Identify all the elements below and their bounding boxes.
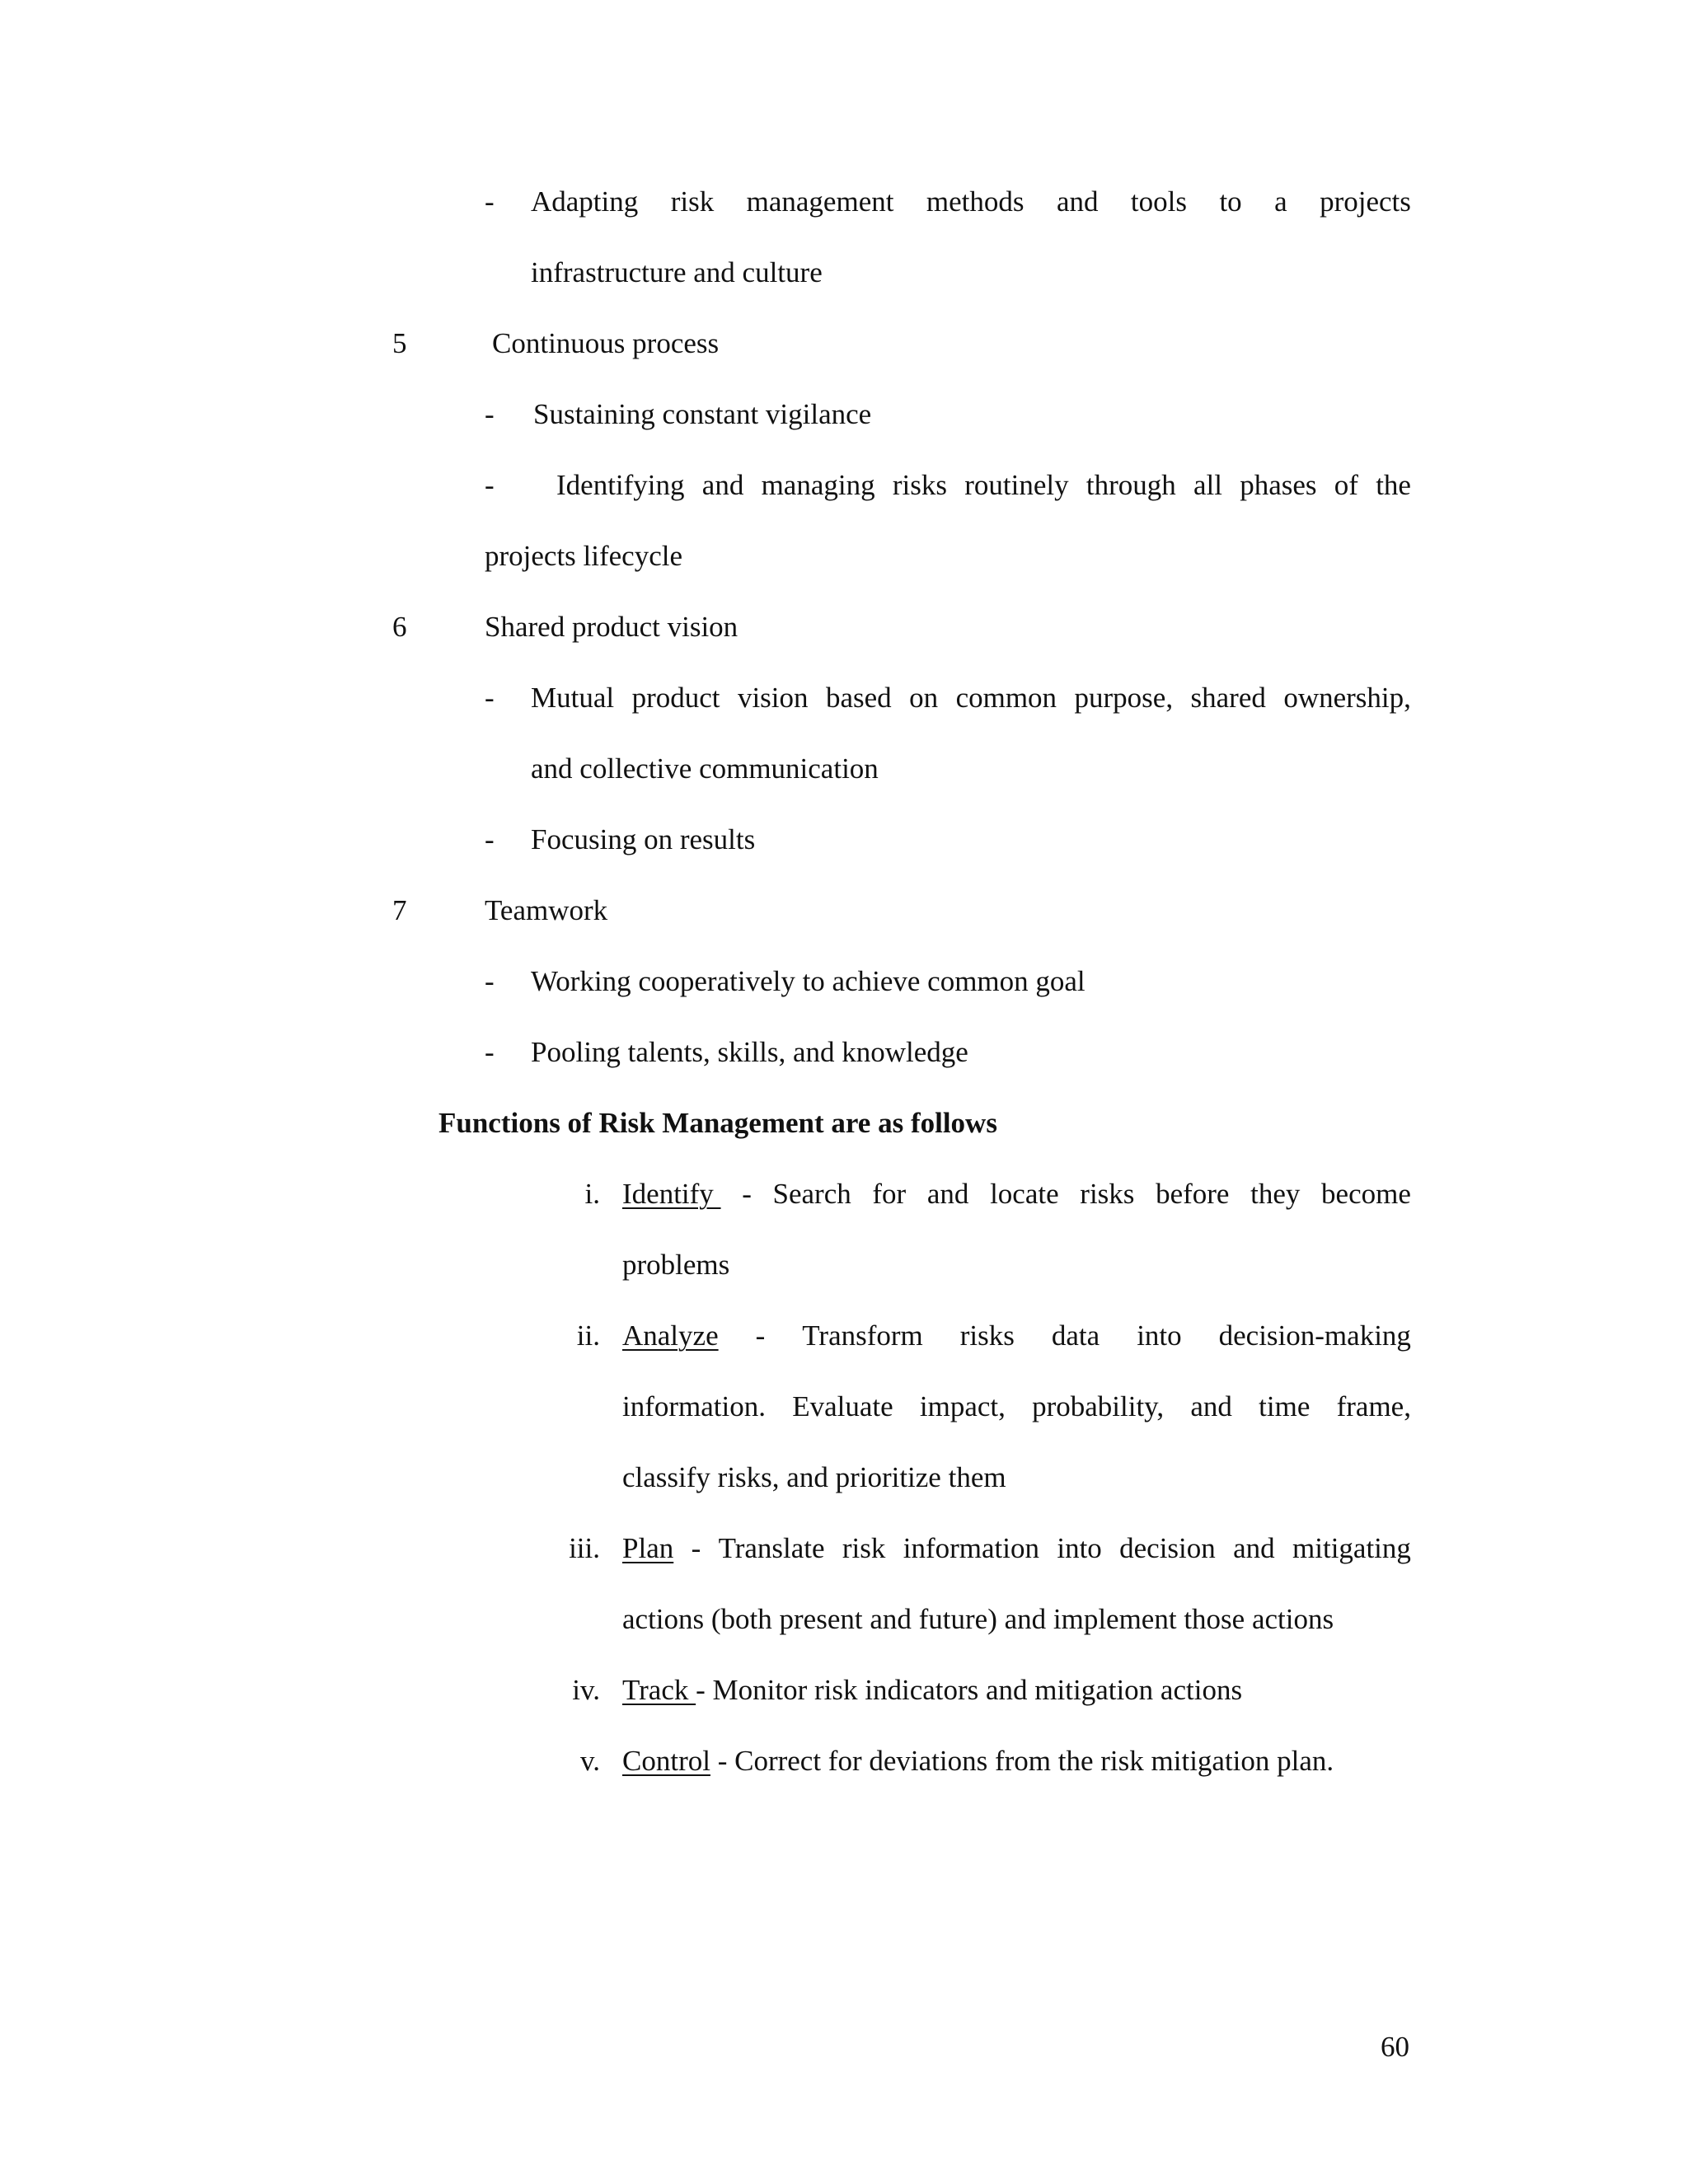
control-description: - Correct for deviations from the risk mitigation plan. [710,1745,1334,1777]
roman-numeral: v. [580,1745,600,1777]
item-title-continuous-process: Continuous process [492,327,720,359]
word: data [1051,1319,1100,1352]
word: management [746,185,894,218]
word: and [701,469,744,501]
word: for [872,1178,907,1210]
word: - [742,1178,752,1210]
sustaining-text: Sustaining constant vigilance [533,398,872,430]
word: - [755,1319,766,1352]
word: a [1274,185,1287,218]
word: of [1334,469,1358,501]
mutual-line-1 [531,680,1411,716]
bullet-dash: - [485,1036,495,1068]
word: through [1085,469,1176,501]
track-description: - Monitor risk indicators and mitigation actions [696,1674,1243,1706]
word: they [1250,1178,1301,1210]
mutual-line-2: and collective communication [531,752,879,785]
item-title-teamwork: Teamwork [485,894,608,926]
plan-term: Plan [622,1532,674,1564]
word: mitigating [1292,1532,1411,1564]
word: become [1321,1178,1411,1210]
roman-numeral: ii. [576,1319,600,1352]
word: and [1190,1390,1232,1422]
word: the [1376,469,1411,501]
word: information [903,1532,1039,1564]
word: decision [1119,1532,1216,1564]
word: Identifying [556,469,685,501]
roman-numeral: iv. [572,1674,600,1706]
identifying-line-2: projects lifecycle [485,540,683,572]
bullet-dash: - [485,965,495,997]
word: vision [737,682,809,714]
word: routinely [964,469,1069,501]
word: risks [959,1319,1015,1352]
item-number-7: 7 [392,894,407,926]
bullet-dash: - [485,185,495,218]
word: projects [1320,185,1411,218]
word: locate [990,1178,1059,1210]
identify-term: Identify [622,1178,721,1210]
word: Translate [718,1532,825,1564]
word: methods [926,185,1025,218]
item-number-5: 5 [392,327,407,359]
word: risk [842,1532,886,1564]
roman-numeral: i. [584,1178,600,1210]
identify-line-2: problems [622,1249,730,1281]
focusing-text: Focusing on results [531,823,756,855]
identifying-line-1 [556,467,1411,504]
word: to [1219,185,1242,218]
adapting-line-1 [531,184,1411,220]
bullet-dash: - [485,823,495,855]
word: risks [892,469,947,501]
word: risks [1080,1178,1135,1210]
word: purpose, [1074,682,1174,714]
word: Transform [802,1319,923,1352]
analyze-line-1 [622,1318,1411,1354]
working-text: Working cooperatively to achieve common goal [531,965,1085,997]
word: all [1193,469,1222,501]
identify-line-1 [622,1176,1411,1212]
analyze-line-3: classify risks, and prioritize them [622,1461,1006,1493]
adapting-line-2: infrastructure and culture [531,256,823,288]
word: managing [761,469,875,501]
analyze-line-2 [622,1389,1411,1425]
word: tools [1130,185,1187,218]
word: information. [622,1390,766,1422]
word: Evaluate [792,1390,893,1422]
bullet-dash: - [485,682,495,714]
word: into [1137,1319,1182,1352]
roman-numeral: iii. [569,1532,600,1564]
track-line [622,1672,1242,1708]
word: time [1259,1390,1311,1422]
control-line [622,1743,1334,1779]
word: - [691,1532,701,1564]
control-term: Control [622,1745,710,1777]
plan-line-1 [622,1530,1411,1567]
word: frame, [1336,1390,1411,1422]
item-number-6: 6 [392,611,407,643]
word: probability, [1032,1390,1165,1422]
word: Search [772,1178,851,1210]
bullet-dash: - [485,469,495,501]
word: into [1057,1532,1102,1564]
word: shared [1190,682,1266,714]
word: risk [670,185,715,218]
word: on [909,682,939,714]
functions-heading: Functions of Risk Management are as follows [438,1107,997,1139]
word: product [631,682,720,714]
word: and [1056,185,1099,218]
word: Adapting [531,185,639,218]
bullet-dash: - [485,398,495,430]
word: decision-making [1218,1319,1411,1352]
track-term: Track [622,1674,696,1706]
analyze-term: Analyze [622,1319,719,1352]
word: Mutual [531,682,615,714]
word: and [1233,1532,1275,1564]
word: phases [1240,469,1317,501]
word: before [1156,1178,1230,1210]
word: common [955,682,1057,714]
item-title-shared-product-vision: Shared product vision [485,611,738,643]
word: based [825,682,892,714]
word: ownership, [1283,682,1411,714]
pooling-text: Pooling talents, skills, and knowledge [531,1036,968,1068]
plan-line-2: actions (both present and future) and implement those actions [622,1603,1334,1635]
word: impact, [919,1390,1006,1422]
word: and [926,1178,969,1210]
page-number: 60 [1381,2031,1409,2063]
